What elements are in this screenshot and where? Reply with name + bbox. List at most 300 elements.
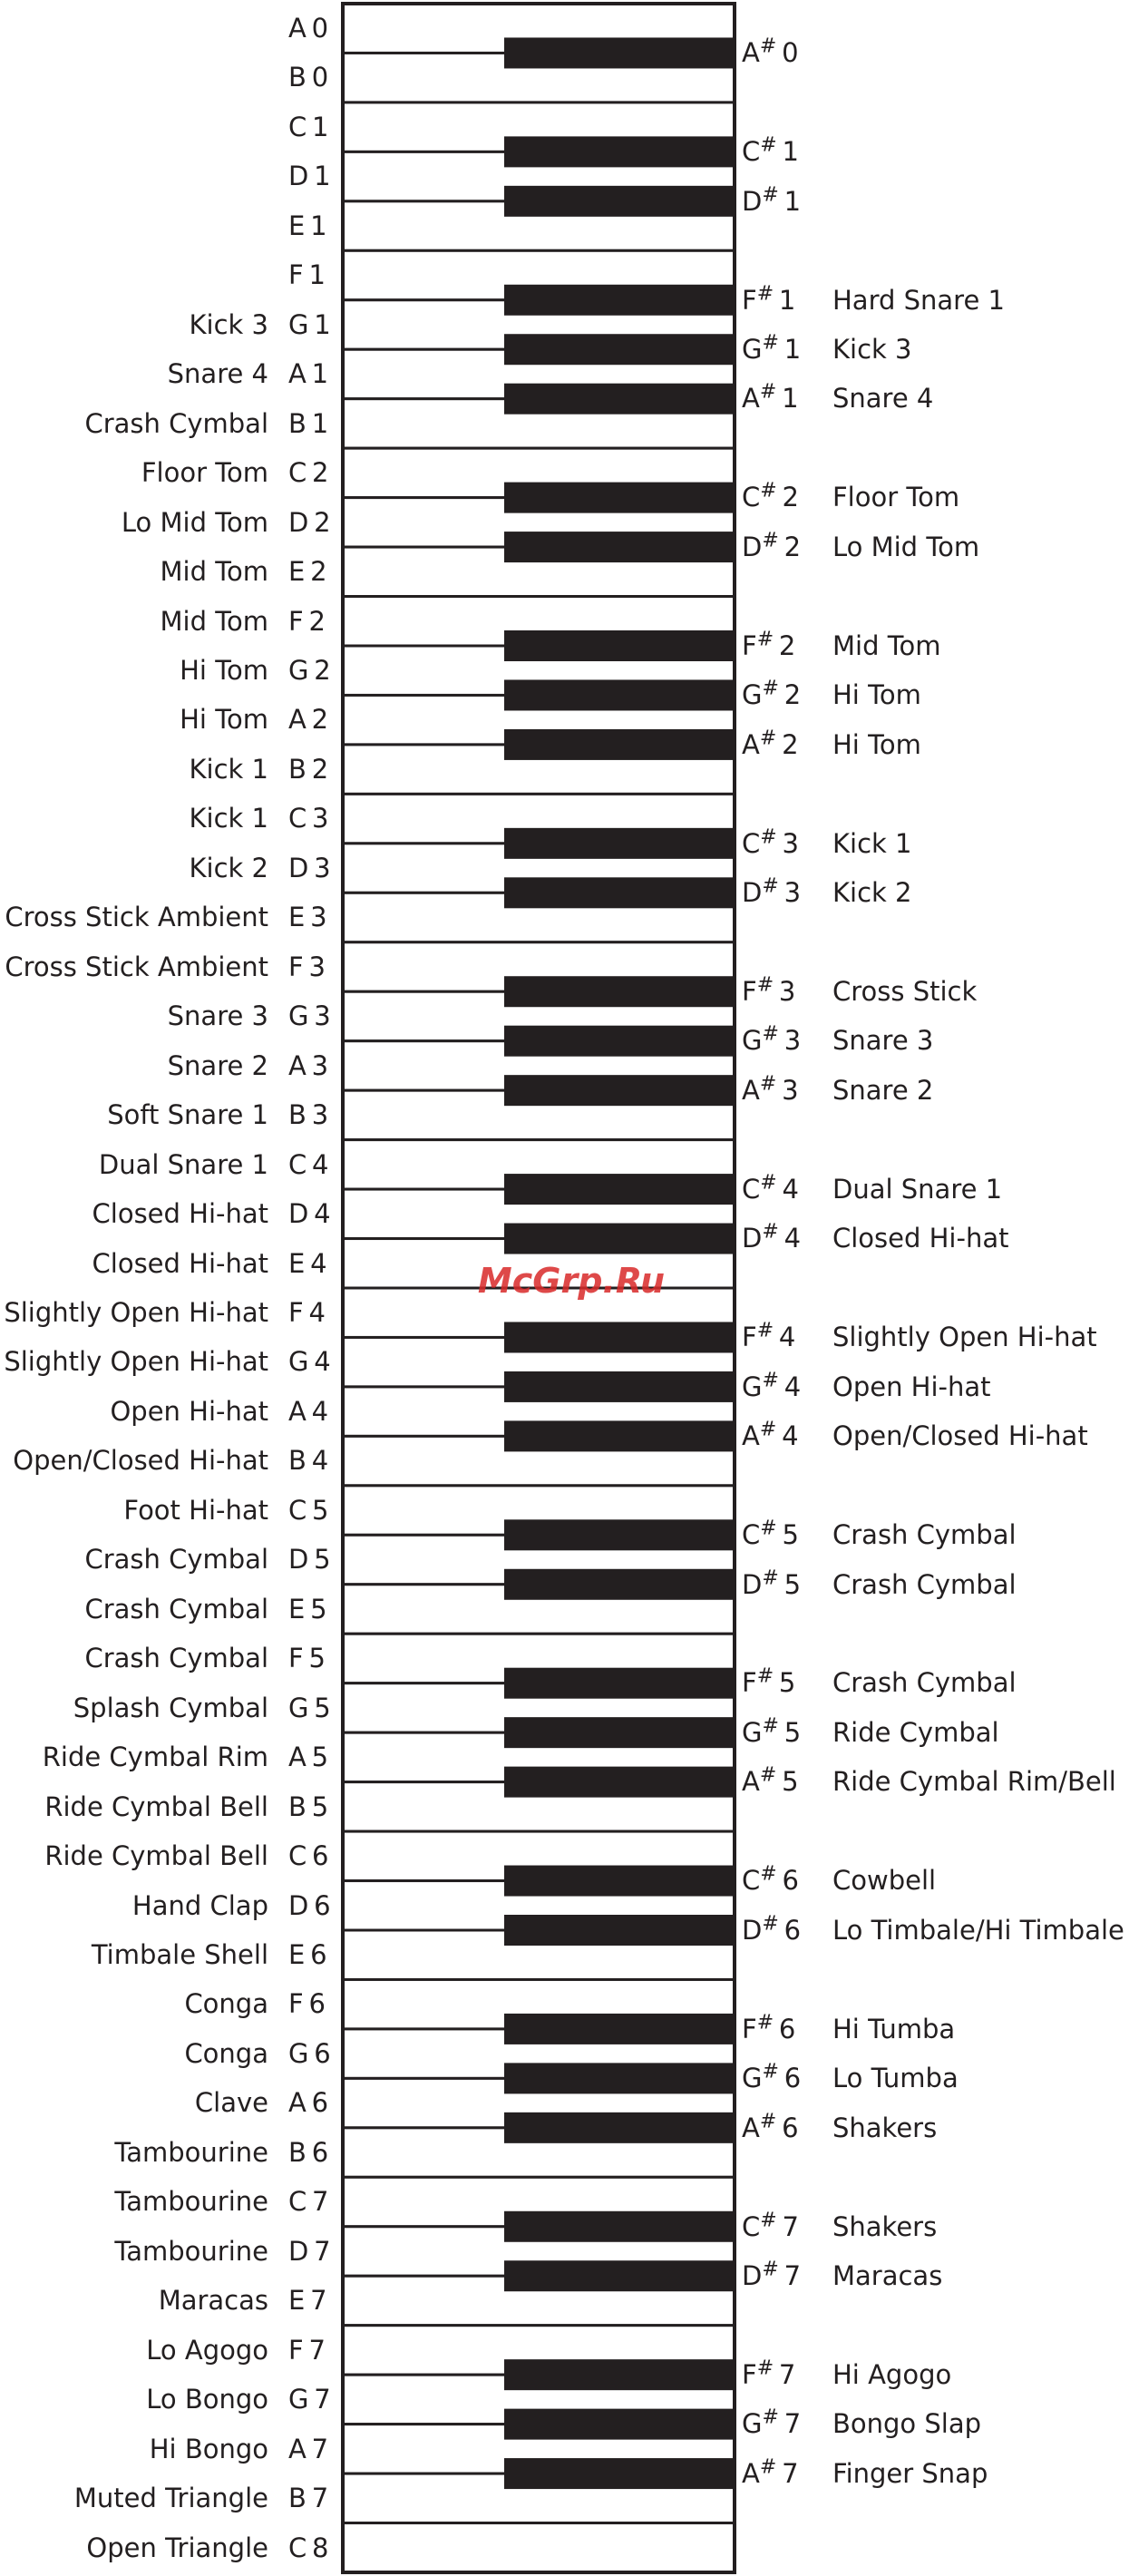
note-letter: G [288,2384,309,2415]
note-letter: A [288,358,307,390]
black-note-label [742,473,814,522]
note-letter: C [742,2210,761,2242]
black-note-label [742,1856,814,1905]
black-key-sound: Open/Closed Hi-hat [832,1420,1088,1452]
black-key-sound: Crash Cymbal [832,1667,1017,1699]
white-note-label [288,2425,337,2474]
black-note-label [742,670,814,719]
note-letter: D [742,2260,763,2291]
white-key-sound: Ride Cymbal Bell [44,1791,268,1822]
note-letter: A [288,1742,307,1773]
white-note-label [288,300,337,349]
sharp-symbol: # [762,1912,779,1936]
white-note-label [288,201,337,250]
note-letter: D [288,852,309,883]
sharp-symbol: # [759,2455,777,2479]
note-letter: D [288,1198,309,1230]
note-letter: A [742,2112,760,2143]
white-note-label [288,2177,337,2226]
note-octave: 5 [311,1791,329,1822]
white-note-label [288,1732,337,1781]
note-octave: 5 [778,1667,796,1699]
black-note-label [742,1906,814,1955]
note-letter: C [288,2186,307,2218]
note-octave: 6 [310,1939,327,1970]
white-note-label [288,1140,337,1189]
sharp-symbol: # [762,529,779,552]
note-letter: B [288,1445,307,1477]
black-note-label [742,177,814,226]
note-letter: F [288,605,304,637]
note-octave: 2 [311,753,329,785]
black-note-label [742,2449,814,2498]
white-note-label [288,646,337,695]
note-octave: 1 [310,210,327,241]
note-octave: 4 [311,1395,329,1427]
note-letter: A [288,1049,307,1081]
note-letter: D [742,185,763,217]
white-note-label [288,448,337,497]
note-octave: 7 [308,2334,326,2366]
black-key-sound: Finger Snap [832,2457,988,2489]
white-key-sound: Crash Cymbal [84,407,268,439]
note-octave: 2 [311,704,329,736]
white-note-label [288,498,337,547]
white-key-sound: Slightly Open Hi-hat [4,1346,268,1378]
sharp-symbol: # [760,2208,777,2231]
note-letter: C [288,1840,307,1872]
note-octave: 2 [314,655,331,686]
note-letter: C [288,1494,307,1526]
white-note-label [288,597,337,646]
white-key-sound: Dual Snare 1 [98,1148,268,1180]
white-key-sound: Crash Cymbal [84,1544,268,1576]
note-letter: G [742,1025,763,1057]
note-octave: 4 [778,1322,796,1353]
black-note-label [742,1312,814,1361]
white-key-sound: Slightly Open Hi-hat [4,1297,268,1328]
white-note-label [288,794,337,843]
note-letter: D [288,161,309,192]
note-octave: 6 [783,1914,802,1946]
note-octave: 6 [312,1840,329,1872]
black-note-label [742,1016,814,1065]
black-note-label [742,2054,814,2103]
black-note-label [742,621,814,670]
note-letter: E [288,1593,306,1625]
black-note-label [742,127,814,176]
white-key-sound: Hand Clap [131,1889,268,1921]
black-note-label [742,1560,814,1609]
note-octave: 3 [783,877,802,909]
note-octave: 3 [782,827,799,859]
black-key-sound: Hi Tumba [832,2013,956,2044]
note-octave: 1 [782,136,799,168]
note-octave: 4 [314,1346,331,1378]
white-note-label [288,2128,337,2177]
note-letter: G [742,334,763,365]
note-letter: F [288,1988,304,2020]
sharp-symbol: # [762,2258,779,2281]
note-letter: B [288,753,307,785]
note-octave: 5 [782,1766,799,1798]
note-letter: A [742,1420,760,1452]
note-letter: C [288,457,307,489]
black-key-sound: Hi Tom [832,728,921,760]
black-key-sound: Mid Tom [832,629,941,661]
note-letter: G [742,2063,763,2094]
white-key-sound: Lo Mid Tom [121,506,268,538]
note-letter: D [288,506,309,538]
note-letter: D [288,1889,309,1921]
note-octave: 5 [783,1568,802,1600]
note-octave: 6 [782,1865,799,1897]
white-note-label [288,250,337,299]
note-letter: C [288,111,307,142]
black-note-label [742,522,814,571]
black-note-label [742,1411,814,1460]
white-key-sound: Kick 1 [189,803,268,834]
sharp-symbol: # [760,1171,777,1195]
sharp-symbol: # [762,1220,779,1244]
note-letter: C [742,827,761,859]
white-key-sound: Lo Agogo [146,2334,268,2366]
white-key-sound: Hi Tom [180,704,268,736]
note-octave: 1 [783,185,802,217]
white-note-label [288,349,337,398]
note-letter: A [742,37,760,69]
note-letter: G [288,1000,309,1032]
note-octave: 1 [311,407,329,439]
note-letter: B [288,1099,307,1131]
black-note-label [742,2103,814,2152]
black-key-sound: Closed Hi-hat [832,1223,1009,1254]
note-letter: F [288,951,304,982]
note-letter: D [742,877,763,909]
note-octave: 7 [310,2285,327,2317]
white-key-sound: Floor Tom [141,457,268,489]
white-key-sound: Kick 1 [189,753,268,785]
white-key-sound: Snare 2 [167,1049,268,1081]
note-letter: A [288,2087,307,2119]
sharp-symbol: # [756,628,774,651]
white-note-label [288,4,337,53]
note-letter: E [288,1939,306,1970]
black-note-label [742,819,814,868]
white-note-label [288,547,337,596]
white-note-label [288,1782,337,1831]
note-octave: 5 [312,1494,329,1526]
note-octave: 4 [308,1297,326,1328]
white-note-label [288,2375,337,2424]
sharp-symbol: # [760,1517,777,1540]
note-letter: F [742,2013,757,2044]
note-letter: C [742,482,761,513]
black-key-sound: Crash Cymbal [832,1519,1017,1551]
note-letter: B [288,62,307,93]
white-key-sound: Clave [194,2087,268,2119]
sharp-symbol: # [759,1418,777,1441]
white-key-sound: Splash Cymbal [73,1692,268,1723]
note-octave: 4 [310,1247,327,1279]
note-letter: C [742,1519,761,1551]
white-note-label [288,1683,337,1732]
note-octave: 6 [314,2037,331,2069]
black-key-sound: Cross Stick [832,976,978,1007]
note-octave: 4 [782,1173,799,1205]
note-octave: 1 [778,284,796,316]
black-key-sound: Bongo Slap [832,2408,982,2440]
white-key-sound: Timbale Shell [91,1939,268,1970]
note-letter: A [288,1395,307,1427]
note-octave: 4 [783,1223,802,1254]
black-key-sound: Lo Timbale/Hi Timbale [832,1914,1124,1946]
note-letter: G [288,655,309,686]
sharp-symbol: # [759,1072,777,1096]
white-key-sound: Kick 3 [189,308,268,340]
note-octave: 5 [310,1593,327,1625]
note-octave: 7 [314,2235,331,2267]
white-key-sound: Maracas [158,2285,268,2317]
note-letter: B [288,407,307,439]
note-letter: E [288,210,306,241]
note-letter: F [288,2334,304,2366]
note-letter: F [742,2358,757,2390]
note-letter: E [288,1247,306,1279]
white-note-label [288,102,337,151]
note-letter: A [742,383,760,415]
white-note-label [288,1239,337,1288]
note-letter: C [742,1173,761,1205]
white-note-label [288,1930,337,1979]
white-note-label [288,745,337,794]
note-letter: F [742,284,757,316]
note-letter: A [742,2457,760,2489]
white-note-label [288,2078,337,2127]
note-octave: 5 [314,1544,331,1576]
note-letter: D [288,2235,309,2267]
white-note-label [288,2326,337,2375]
sharp-symbol: # [762,182,779,206]
note-letter: F [742,1667,757,1699]
note-letter: E [288,556,306,588]
black-note-label [742,1165,814,1214]
note-letter: F [742,1322,757,1353]
white-key-sound: Conga [184,1988,268,2020]
note-octave: 4 [783,1371,802,1402]
white-key-sound: Foot Hi-hat [123,1494,268,1526]
note-letter: A [742,1074,760,1106]
sharp-symbol: # [762,1714,779,1738]
note-octave: 7 [782,2457,799,2489]
note-octave: 6 [782,2112,799,2143]
white-note-label [288,1881,337,1930]
note-letter: B [288,1791,307,1822]
black-note-label [742,967,814,1016]
note-letter: G [742,1716,763,1748]
white-key-sound: Open/Closed Hi-hat [13,1445,268,1477]
note-octave: 5 [308,1643,326,1674]
black-note-label [742,1658,814,1707]
sharp-symbol: # [756,973,774,997]
white-note-label [288,1535,337,1584]
black-note-label [742,374,814,423]
white-key-sound: Mid Tom [160,556,268,588]
white-key-sound: Open Hi-hat [110,1395,268,1427]
white-note-label [288,2227,337,2276]
black-note-label [742,2350,814,2399]
sharp-symbol: # [762,874,779,898]
sharp-symbol: # [756,281,774,305]
white-key-sound: Tambourine [114,2235,268,2267]
note-octave: 1 [314,161,331,192]
black-note-label [742,325,814,374]
white-note-label [288,1634,337,1683]
note-letter: A [288,704,307,736]
note-octave: 0 [311,13,329,44]
white-note-label [288,1585,337,1634]
note-octave: 6 [311,2087,329,2119]
black-note-label [742,1214,814,1263]
watermark: McGrp.Ru [477,1261,666,1301]
black-key-sound: Kick 2 [832,877,912,909]
black-note-label [742,1757,814,1806]
white-note-label [288,2474,337,2522]
note-octave: 6 [778,2013,796,2044]
note-octave: 6 [783,2063,802,2094]
note-octave: 7 [314,2384,331,2415]
note-letter: D [288,1544,309,1576]
note-octave: 2 [308,605,326,637]
note-octave: 6 [311,2136,329,2168]
sharp-symbol: # [762,331,779,355]
note-letter: C [288,1148,307,1180]
white-note-label [288,53,337,102]
note-letter: G [742,2408,763,2440]
white-key-sound: Crash Cymbal [84,1643,268,1674]
note-letter: C [742,136,761,168]
note-letter: E [288,2285,306,2317]
black-note-label [742,2005,814,2054]
note-letter: G [288,1692,309,1723]
white-note-label [288,1979,337,2028]
white-key-sound: Cross Stick Ambient [5,902,268,933]
note-octave: 1 [314,308,331,340]
sharp-symbol: # [756,2356,774,2380]
white-key-sound: Ride Cymbal Bell [44,1840,268,1872]
white-key-sound: Kick 2 [189,852,268,883]
note-letter: D [742,1223,763,1254]
sharp-symbol: # [760,1862,777,1886]
white-key-sound: Closed Hi-hat [92,1247,268,1279]
white-note-label [288,2276,337,2325]
black-key-sound: Ride Cymbal Rim/Bell [832,1766,1116,1798]
note-octave: 3 [308,951,326,982]
white-note-label [288,1436,337,1485]
white-key-sound: Lo Bongo [146,2384,268,2415]
black-note-label [742,28,814,77]
white-note-label [288,942,337,991]
sharp-symbol: # [756,1664,774,1688]
note-octave: 8 [312,2532,329,2563]
note-octave: 5 [783,1716,802,1748]
note-octave: 4 [312,1148,329,1180]
white-key-sound: Muted Triangle [73,2483,268,2514]
note-octave: 7 [311,2433,329,2464]
note-octave: 1 [782,383,799,415]
sharp-symbol: # [762,2405,779,2429]
white-key-sound: Crash Cymbal [84,1593,268,1625]
black-key-sound: Floor Tom [832,482,960,513]
note-octave: 7 [783,2408,802,2440]
sharp-symbol: # [756,1319,774,1342]
white-note-label [288,1090,337,1139]
note-letter: F [288,1643,304,1674]
white-note-label [288,1288,337,1337]
black-key-sound: Slightly Open Hi-hat [832,1322,1097,1353]
white-key-sound: Hi Tom [180,655,268,686]
white-key-sound: Open Triangle [86,2532,268,2563]
note-octave: 7 [782,2210,799,2242]
note-octave: 3 [311,1099,329,1131]
white-note-label [288,2029,337,2078]
black-note-label [742,2399,814,2448]
white-note-label [288,844,337,893]
note-letter: G [288,308,309,340]
black-key-sound: Kick 1 [832,827,912,859]
note-octave: 1 [308,259,326,291]
white-key-sound: Conga [184,2037,268,2069]
sharp-symbol: # [762,1022,779,1046]
white-note-label [288,893,337,942]
white-note-label [288,991,337,1040]
black-key-sound: Kick 3 [832,334,912,365]
white-note-label [288,2523,337,2572]
note-octave: 0 [311,62,329,93]
note-octave: 7 [783,2260,802,2291]
note-octave: 3 [312,803,329,834]
note-letter: A [288,2433,307,2464]
note-octave: 2 [783,531,802,562]
note-octave: 3 [783,1025,802,1057]
black-note-label [742,276,814,325]
note-letter: F [288,1297,304,1328]
white-key-sound: Snare 4 [167,358,268,390]
black-note-label [742,868,814,917]
white-key-sound: Snare 3 [167,1000,268,1032]
black-key-sound: Crash Cymbal [832,1568,1017,1600]
black-key-sound: Hard Snare 1 [832,284,1005,316]
sharp-symbol: # [762,1369,779,1392]
note-octave: 3 [311,1049,329,1081]
black-note-label [742,2251,814,2300]
white-key-sound: Tambourine [114,2136,268,2168]
sharp-symbol: # [759,34,777,58]
sharp-symbol: # [759,2109,777,2132]
note-letter: C [288,2532,307,2563]
note-letter: D [742,531,763,562]
note-octave: 2 [312,457,329,489]
sharp-symbol: # [762,677,779,700]
white-key-sound: Ride Cymbal Rim [42,1742,268,1773]
white-note-label [288,695,337,744]
white-note-label [288,151,337,200]
white-note-label [288,1831,337,1880]
white-key-sound: Soft Snare 1 [107,1099,268,1131]
note-octave: 4 [314,1198,331,1230]
note-octave: 5 [314,1692,331,1723]
note-octave: 3 [314,1000,331,1032]
